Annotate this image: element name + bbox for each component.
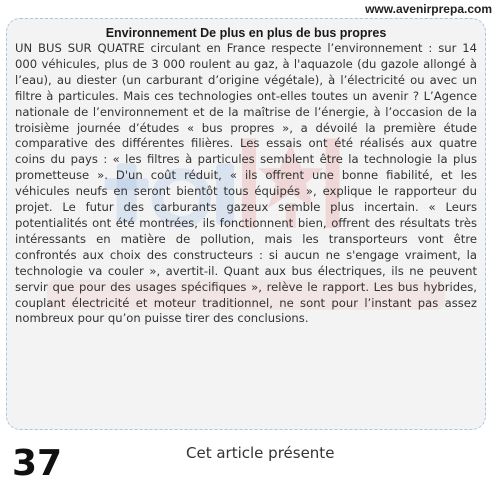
- article-card: [6, 18, 486, 430]
- question-number: 37: [12, 443, 63, 484]
- article-body: UN BUS SUR QUATRE circulant en France respecte l’environnement : sur 14 000 véhicules, plus de 3 000 roulent au gaz, à l'aquazole (du gazole allongé à l’eau), au diester (un carburant d’origine végétale), à l’électricité ou avec un filtre à particules. Mais ces technologies ont-elles toutes un avenir ? L’Agence nationale de l’environnement et de la maîtrise de l’énergie, à l’occasion de la troisième journée d’études « bus propres », a dévoilé la première étude comparative des différentes filières. Les essais ont été réalisés aux quatre coins du pays : « les filtres à particules semblent être la technologie la plus prometteuse ». D'un coût réduit, « ils offrent une bonne fiabilité, et les véhicules neufs en seront bientôt tous équipés », explique le rapporteur du projet. Le futur des carburants gazeux semble plus incertain. « Leurs potentialités ont été montrées, ils fonctionnent bien, offrent des résultats très intéressants en matière de pollution, mais les transporteurs vont être confrontés aux choix des constructeurs : si aucun ne s'engage vraiment, la technologie va couler », avertit-il. Quant aux bus électriques, ils ne peuvent servir que pour des usages spécifiques », relève le rapport. Les bus hybrides, couplant électricité et moteur traditionnel, ne sont pour l’instant pas assez nombreux pour qu’on puisse tirer des conclusions.: [15, 41, 477, 326]
- article-title: Environnement De plus en plus de bus propres: [105, 26, 387, 40]
- question-prompt: Cet article présente: [186, 444, 335, 462]
- site-url: www.avenirprepa.com: [365, 2, 492, 16]
